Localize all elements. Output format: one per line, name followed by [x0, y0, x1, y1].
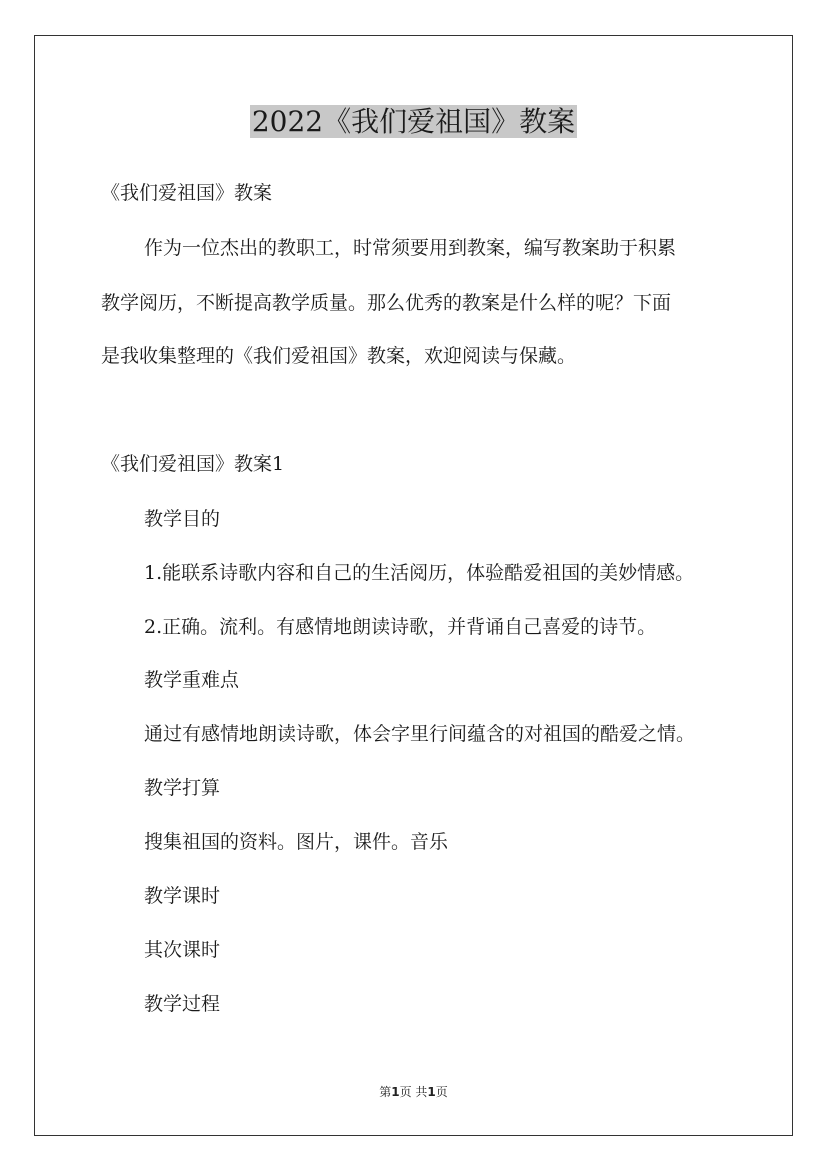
body-line-5: 通过有感情地朗读诗歌，体会字里行间蕴含的对祖国的酷爱之情。	[144, 723, 696, 745]
footer-page-suffix: 页	[435, 1085, 448, 1099]
footer-page-prefix: 第	[379, 1085, 392, 1099]
footer-page-mid: 页 共	[399, 1085, 428, 1099]
body-line-4: 教学重难点	[144, 669, 240, 691]
body-line-7: 搜集祖国的资料。图片，课件。音乐	[144, 831, 449, 853]
document-title	[0, 102, 827, 142]
footer-page-current: 1	[391, 1085, 400, 1099]
body-line-8: 教学课时	[144, 885, 221, 907]
body-line-3: 2.正确。流利。有感情地朗读诗歌，并背诵自己喜爱的诗节。	[144, 616, 657, 638]
body-line-9: 其次课时	[144, 939, 221, 961]
body-line-10: 教学过程	[144, 993, 221, 1015]
page-footer	[0, 1084, 827, 1100]
section-heading: 《我们爱祖国》教案1	[101, 453, 285, 475]
document-title-text: 2022《我们爱祖国》教案	[251, 105, 576, 138]
footer-page-total: 1	[427, 1085, 436, 1099]
document-subtitle: 《我们爱祖国》教案	[101, 182, 273, 204]
intro-line-1: 作为一位杰出的教职工，时常须要用到教案，编写教案助于积累	[144, 237, 677, 259]
body-line-2: 1.能联系诗歌内容和自己的生活阅历，体验酷爱祖国的美妙情感。	[144, 562, 695, 584]
intro-line-2: 教学阅历，不断提高教学质量。那么优秀的教案是什么样的呢？下面	[101, 292, 672, 314]
body-line-6: 教学打算	[144, 777, 221, 799]
body-line-1: 教学目的	[144, 508, 221, 530]
intro-line-3: 是我收集整理的《我们爱祖国》教案，欢迎阅读与保藏。	[101, 345, 577, 367]
